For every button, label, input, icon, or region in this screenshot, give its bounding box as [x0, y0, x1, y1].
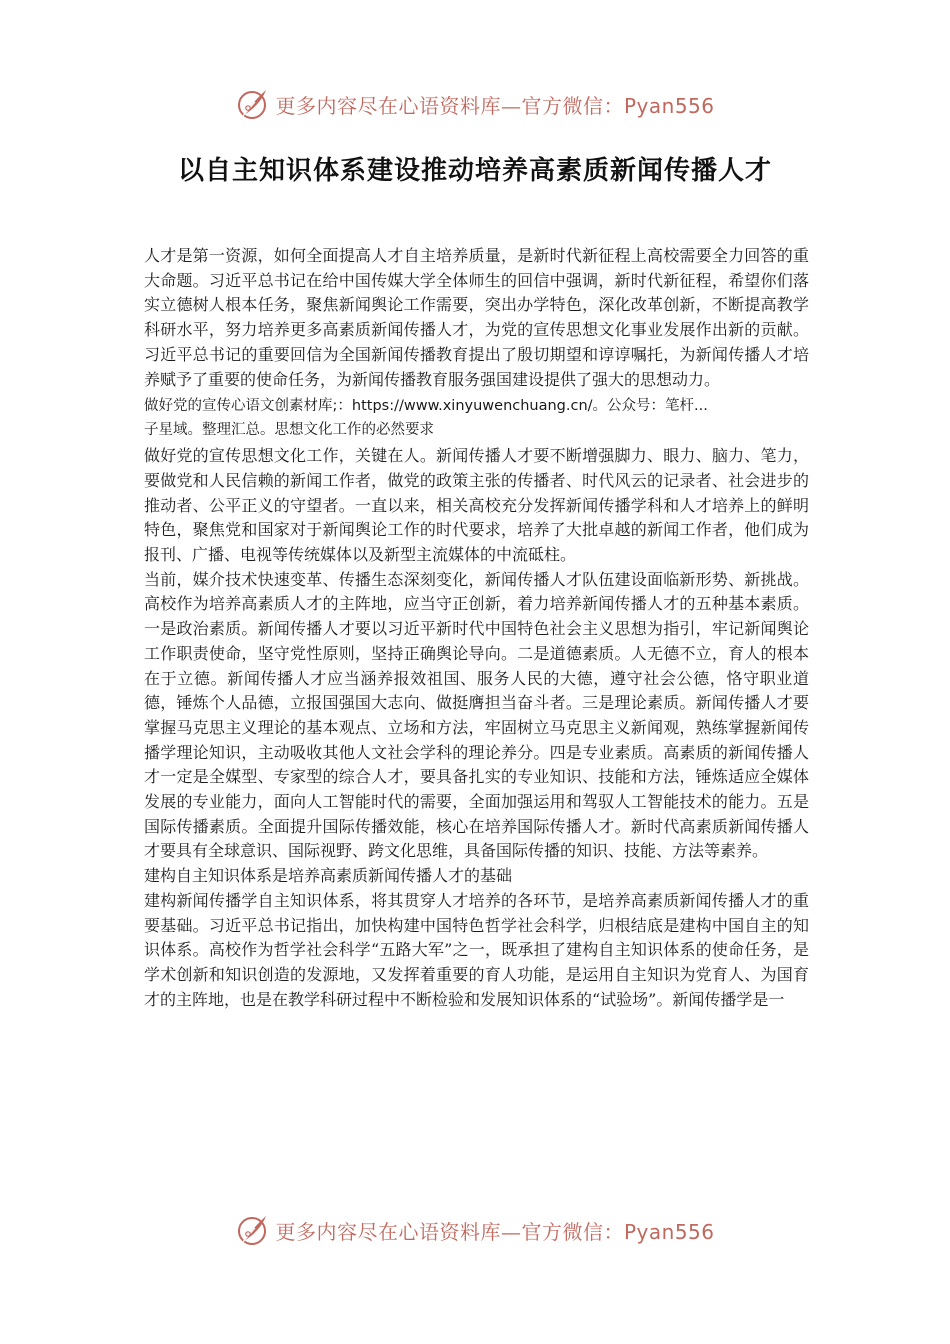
paragraph-talent-key: 做好党的宣传思想文化工作，关键在人。新闻传播人才要不断增强脚力、眼力、脑力、笔力，要做党和人民信赖的新闻工作者，做党的政策主张的传播者、时代风云的记录者、社会进步的推动者、公平正义的守望者。一直以来，相关高校充分发挥新闻传播学科和人才培养上的鲜明特色，聚焦党和国家对于新闻舆论工作的时代要求，培养了大批卓越的新闻工作者，他们成为报刊、广播、电视等传统媒体以及新型主流媒体的中流砥柱。: [144, 446, 809, 565]
source-note: [144, 394, 809, 442]
section-heading-knowledge-system: 建构自主知识体系是培养高素质新闻传播人才的基础: [144, 866, 513, 886]
quill-pen-logo-icon: [235, 86, 271, 122]
header-watermark-banner: [0, 84, 950, 124]
paragraph-intro: 人才是第一资源，如何全面提高人才自主培养质量，是新时代新征程上高校需要全力回答的重大命题。习近平总书记在给中国传媒大学全体师生的回信中强调，新时代新征程，希望你们落实立德树人根本任务，聚焦新闻舆论工作需要，突出办学特色，深化改革创新，不断提高教学科研水平，努力培养更多高素质新闻传播人才，为党的宣传思想文化事业发展作出新的贡献。习近平总书记的重要回信为全国新闻传播教育提出了殷切期望和谆谆嘱托，为新闻传播人才培养赋予了重要的使命任务，为新闻传播教育服务强国建设提供了强大的思想动力。: [144, 246, 809, 389]
banner-text: [275, 1216, 714, 1245]
quill-pen-logo-icon: [235, 1212, 271, 1248]
banner-wechat-id: Pyan556: [623, 93, 715, 118]
paragraph-knowledge-system: 建构新闻传播学自主知识体系，将其贯穿人才培养的各环节，是培养高素质新闻传播人才的重要基础。习近平总书记指出，加快构建中国特色哲学社会科学，归根结底是建构中国自主的知识体系。高校作为哲学社会科学“五路大军”之一，既承担了建构自主知识体系的使命任务，是学术创新和知识创造的发源地，又发挥着重要的育人功能，是运用自主知识为党育人、为国育才的主阵地，也是在教学科研过程中不断检验和发展知识体系的“试验场”。新闻传播学是一: [144, 890, 809, 1009]
paragraph-five-qualities: 当前，媒介技术快速变革、传播生态深刻变化，新闻传播人才队伍建设面临新形势、新挑战。高校作为培养高素质人才的主阵地，应当守正创新，着力培养新闻传播人才的五种基本素质。一是政治素质。新闻传播人才要以习近平新时代中国特色社会主义思想为指引，牢记新闻舆论工作职责使命，坚守党性原则，坚持正确舆论导向。二是道德素质。人无德不立，育人的根本在于立德。新闻传播人才应当涵养报效祖国、服务人民的大德，遵守社会公德，恪守职业道德，锤炼个人品德，立报国强国大志向、做挺膺担当奋斗者。三是理论素质。新闻传播人才要掌握马克思主义理论的基本观点、立场和方法，牢固树立马克思主义新闻观，熟练掌握新闻传播学理论知识，主动吸收其他人文社会学科的理论养分。四是专业素质。高素质的新闻传播人才一定是全媒型、专家型的综合人才，要具备扎实的专业知识、技能和方法，锤炼适应全媒体发展的专业能力，面向人工智能时代的需要，全面加强运用和驾驭人工智能技术的能力。五是国际传播素质。全面提升国际传播效能，核心在培养国际传播人才。新时代高素质新闻传播人才要具有全球意识、国际视野、跨文化思维，具备国际传播的知识、技能、方法等素养。: [144, 569, 809, 861]
footer-watermark-banner: [0, 1210, 950, 1250]
banner-main-text: 更多内容尽在心语资料库—官方微信：: [275, 1219, 624, 1244]
article-body: [144, 244, 809, 1012]
banner-main-text: 更多内容尽在心语资料库—官方微信：: [275, 93, 624, 118]
banner-wechat-id: Pyan556: [623, 1219, 715, 1244]
banner-text: [275, 90, 714, 119]
source-note-line-2: 子星域。整理汇总。思想文化工作的必然要求: [144, 422, 434, 439]
document-title: 以自主知识体系建设推动培养高素质新闻传播人才: [177, 156, 772, 186]
source-note-line-1: 做好党的宣传心语文创素材库;：https://www.xinyuwenchuang.cn/。公众号：笔杆...: [144, 398, 708, 415]
